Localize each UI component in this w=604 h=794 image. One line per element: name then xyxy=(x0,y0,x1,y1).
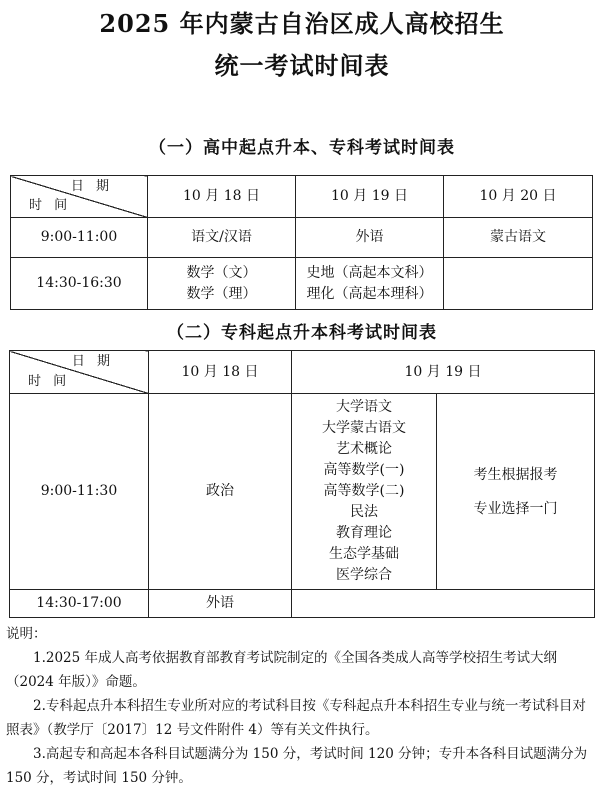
table-row xyxy=(11,258,593,310)
note-item: 1.2025 年成人高考依据教育部教育考试院制定的《全国各类成人高等学校招生考试大纲（2024 年版）》命题。 xyxy=(6,650,558,690)
exam-subject: 生态学基础 xyxy=(329,546,399,562)
table-row xyxy=(10,590,595,618)
document-title-line-1: 2025 年内蒙古自治区成人高校招生 xyxy=(99,9,505,38)
date-header: 10 月 20 日 xyxy=(444,176,593,218)
table1-heading: （一）高中起点升本、专科考试时间表 xyxy=(149,138,455,158)
exam-subject-list xyxy=(296,258,444,310)
notes-label: 说明： xyxy=(6,626,47,642)
exam-subject: 高等数学(一) xyxy=(323,462,405,478)
exam-subject-list xyxy=(148,258,296,310)
table-header-row xyxy=(10,351,595,394)
table-row xyxy=(11,218,593,258)
diagonal-header-cell xyxy=(11,176,148,218)
exam-subject: 艺术概论 xyxy=(336,441,392,457)
diagonal-header-cell xyxy=(10,351,149,394)
date-header: 10 月 18 日 xyxy=(148,176,296,218)
note-item: 2.专科起点升本科招生专业所对应的考试科目按《专科起点升本科招生专业与统一考试科目对照表》（教学厅〔2017〕12 号文件附件 4）等有关文件执行。 xyxy=(6,698,586,738)
header-date-label: 日 期 xyxy=(71,354,114,369)
time-slot: 14:30-16:30 xyxy=(11,258,148,310)
date-header: 10 月 18 日 xyxy=(149,351,292,394)
exam-subject: 民法 xyxy=(350,504,378,520)
exam-subject: 大学语文 xyxy=(336,399,392,415)
table-header-row xyxy=(11,176,593,218)
time-slot: 9:00-11:30 xyxy=(10,394,149,590)
elective-note xyxy=(437,394,595,590)
exam-subject: 大学蒙古语文 xyxy=(322,420,406,436)
note-item: 3.高起专和高起本各科目试题满分为 150 分，考试时间 120 分钟；专升本各科目试题满分为 150 分，考试时间 150 分钟。 xyxy=(6,746,588,786)
header-time-label: 时 间 xyxy=(28,374,71,389)
elective-subject-list xyxy=(292,394,437,590)
notes-section xyxy=(6,622,596,790)
note-line: 考生根据报考 xyxy=(473,466,558,483)
exam-subject: 语文/汉语 xyxy=(148,218,296,258)
schedule-table-high-school xyxy=(10,175,593,310)
note-line: 专业选择一门 xyxy=(473,500,558,517)
exam-subject: 数学（文） xyxy=(186,264,257,281)
exam-subject: 蒙古语文 xyxy=(444,218,593,258)
header-time-label: 时 间 xyxy=(29,198,72,213)
exam-subject: 医学综合 xyxy=(336,567,392,583)
table-row xyxy=(10,394,595,590)
date-header: 10 月 19 日 xyxy=(296,176,444,218)
exam-subject: 理化（高起本理科） xyxy=(306,285,433,302)
header-date-label: 日 期 xyxy=(70,179,113,194)
date-header: 10 月 19 日 xyxy=(292,351,595,394)
exam-subject: 数学（理） xyxy=(186,285,257,302)
exam-subject: 外语 xyxy=(296,218,444,258)
empty-cell xyxy=(444,258,593,310)
table2-heading: （二）专科起点升本科考试时间表 xyxy=(167,323,437,343)
exam-subject: 外语 xyxy=(149,590,292,618)
exam-subject: 高等数学(二) xyxy=(323,483,405,499)
time-slot: 14:30-17:00 xyxy=(10,590,149,618)
exam-subject: 政治 xyxy=(149,394,292,590)
document-title-line-2: 统一考试时间表 xyxy=(214,51,390,80)
time-slot: 9:00-11:00 xyxy=(11,218,148,258)
schedule-table-college xyxy=(9,350,595,618)
exam-subject: 教育理论 xyxy=(336,525,392,541)
exam-subject: 史地（高起本文科） xyxy=(306,264,433,281)
empty-cell xyxy=(292,590,595,618)
